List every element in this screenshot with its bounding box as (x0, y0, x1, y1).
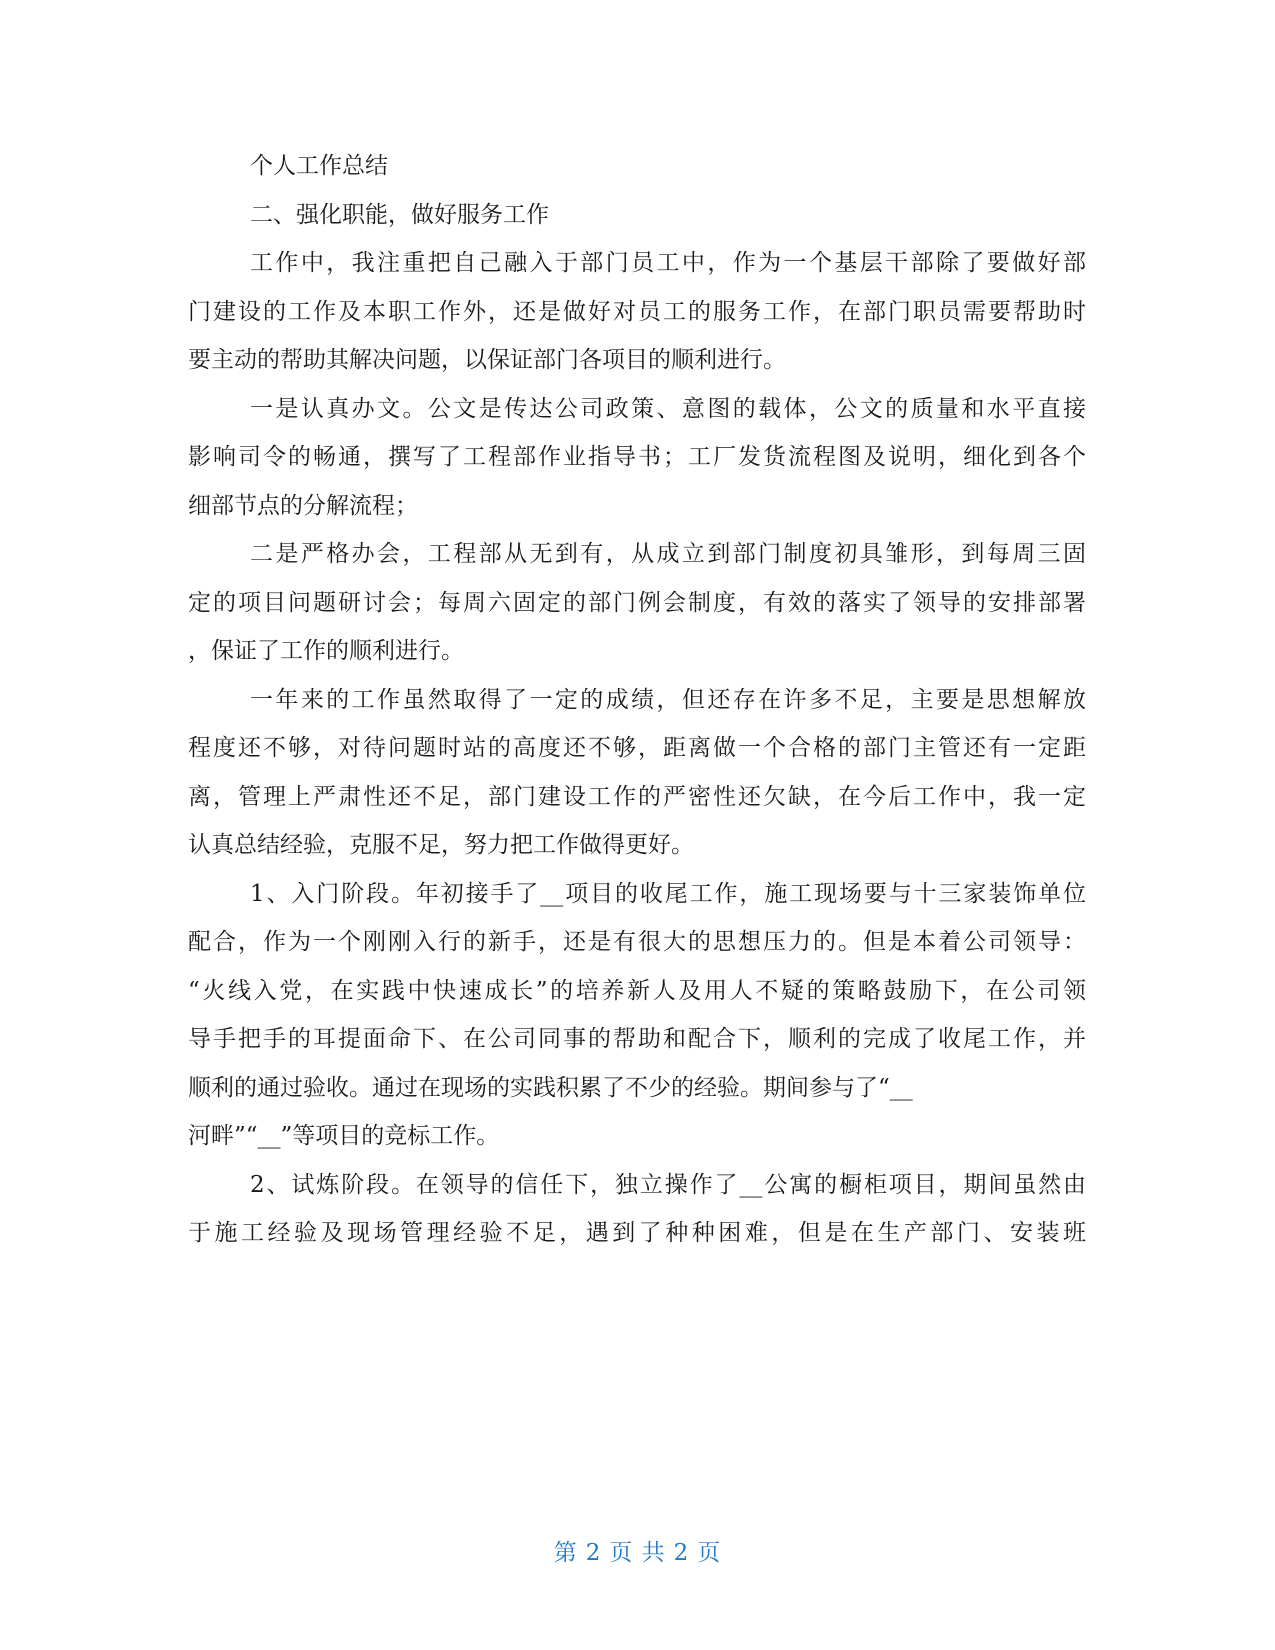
page-total: 2 (673, 1540, 690, 1566)
paragraph-line: 1、入门阶段。年初接手了__项目的收尾工作，施工现场要与十三家装饰单位 (250, 880, 1086, 907)
paragraph-line: 一是认真办文。公文是传达公司政策、意图的载体，公文的质量和水平直接 (250, 395, 1086, 422)
page-footer (0, 1534, 1275, 1567)
section-heading: 二、强化职能，做好服务工作 (250, 201, 549, 228)
paragraph-line: 于施工经验及现场管理经验不足，遇到了种种困难，但是在生产部门、安装班 (188, 1220, 1086, 1246)
page-suffix: 页 (697, 1540, 722, 1566)
paragraph-line: 导手把手的耳提面命下、在公司同事的帮助和配合下，顺利的完成了收尾工作，并 (188, 1026, 1086, 1052)
paragraph-line: 认真总结经验，克服不足，努力把工作做得更好。 (188, 832, 694, 858)
paragraph-line: 细部节点的分解流程； (188, 492, 418, 519)
paragraph-line: 程度还不够，对待问题时站的高度还不够，距离做一个合格的部门主管还有一定距 (188, 735, 1086, 761)
document-title: 个人工作总结 (250, 153, 388, 179)
paragraph-line: “火线入党，在实践中快速成长”的培养新人及用人不疑的策略鼓励下，在公司领 (188, 977, 1086, 1004)
paragraph-line: 要主动的帮助其解决问题，以保证部门各项目的顺利进行。 (188, 347, 786, 373)
paragraph-line: 2、试炼阶段。在领导的信任下，独立操作了__公寓的橱柜项目，期间虽然由 (250, 1171, 1086, 1198)
paragraph-line: ，保证了工作的顺利进行。 (188, 638, 464, 664)
paragraph-line: 顺利的通过验收。通过在现场的实践积累了不少的经验。期间参与了“__ (188, 1074, 913, 1101)
page-current: 2 (585, 1540, 602, 1566)
paragraph-line: 定的项目问题研讨会；每周六固定的部门例会制度，有效的落实了领导的安排部署 (188, 589, 1086, 616)
document-body (188, 142, 1086, 1258)
paragraph-line: 配合，作为一个刚刚入行的新手，还是有很大的思想压力的。但是本着公司领导： (188, 929, 1086, 955)
page-mid: 页 共 (609, 1540, 666, 1566)
paragraph-line: 一年来的工作虽然取得了一定的成绩，但还存在许多不足，主要是思想解放 (250, 686, 1086, 713)
paragraph-line: 门建设的工作及本职工作外，还是做好对员工的服务工作，在部门职员需要帮助时 (188, 298, 1086, 325)
page-prefix: 第 (553, 1540, 578, 1566)
paragraph-line: 离，管理上严肃性还不足，部门建设工作的严密性还欠缺，在今后工作中，我一定 (188, 783, 1086, 810)
paragraph-line: 河畔”“__”等项目的竞标工作。 (188, 1123, 500, 1149)
paragraph-line: 工作中，我注重把自己融入于部门员工中，作为一个基层干部除了要做好部 (250, 250, 1086, 276)
paragraph-line: 二是严格办会，工程部从无到有，从成立到部门制度初具雏形，到每周三固 (250, 541, 1086, 567)
paragraph-line: 影响司令的畅通，撰写了工程部作业指导书；工厂发货流程图及说明，细化到各个 (188, 444, 1086, 470)
